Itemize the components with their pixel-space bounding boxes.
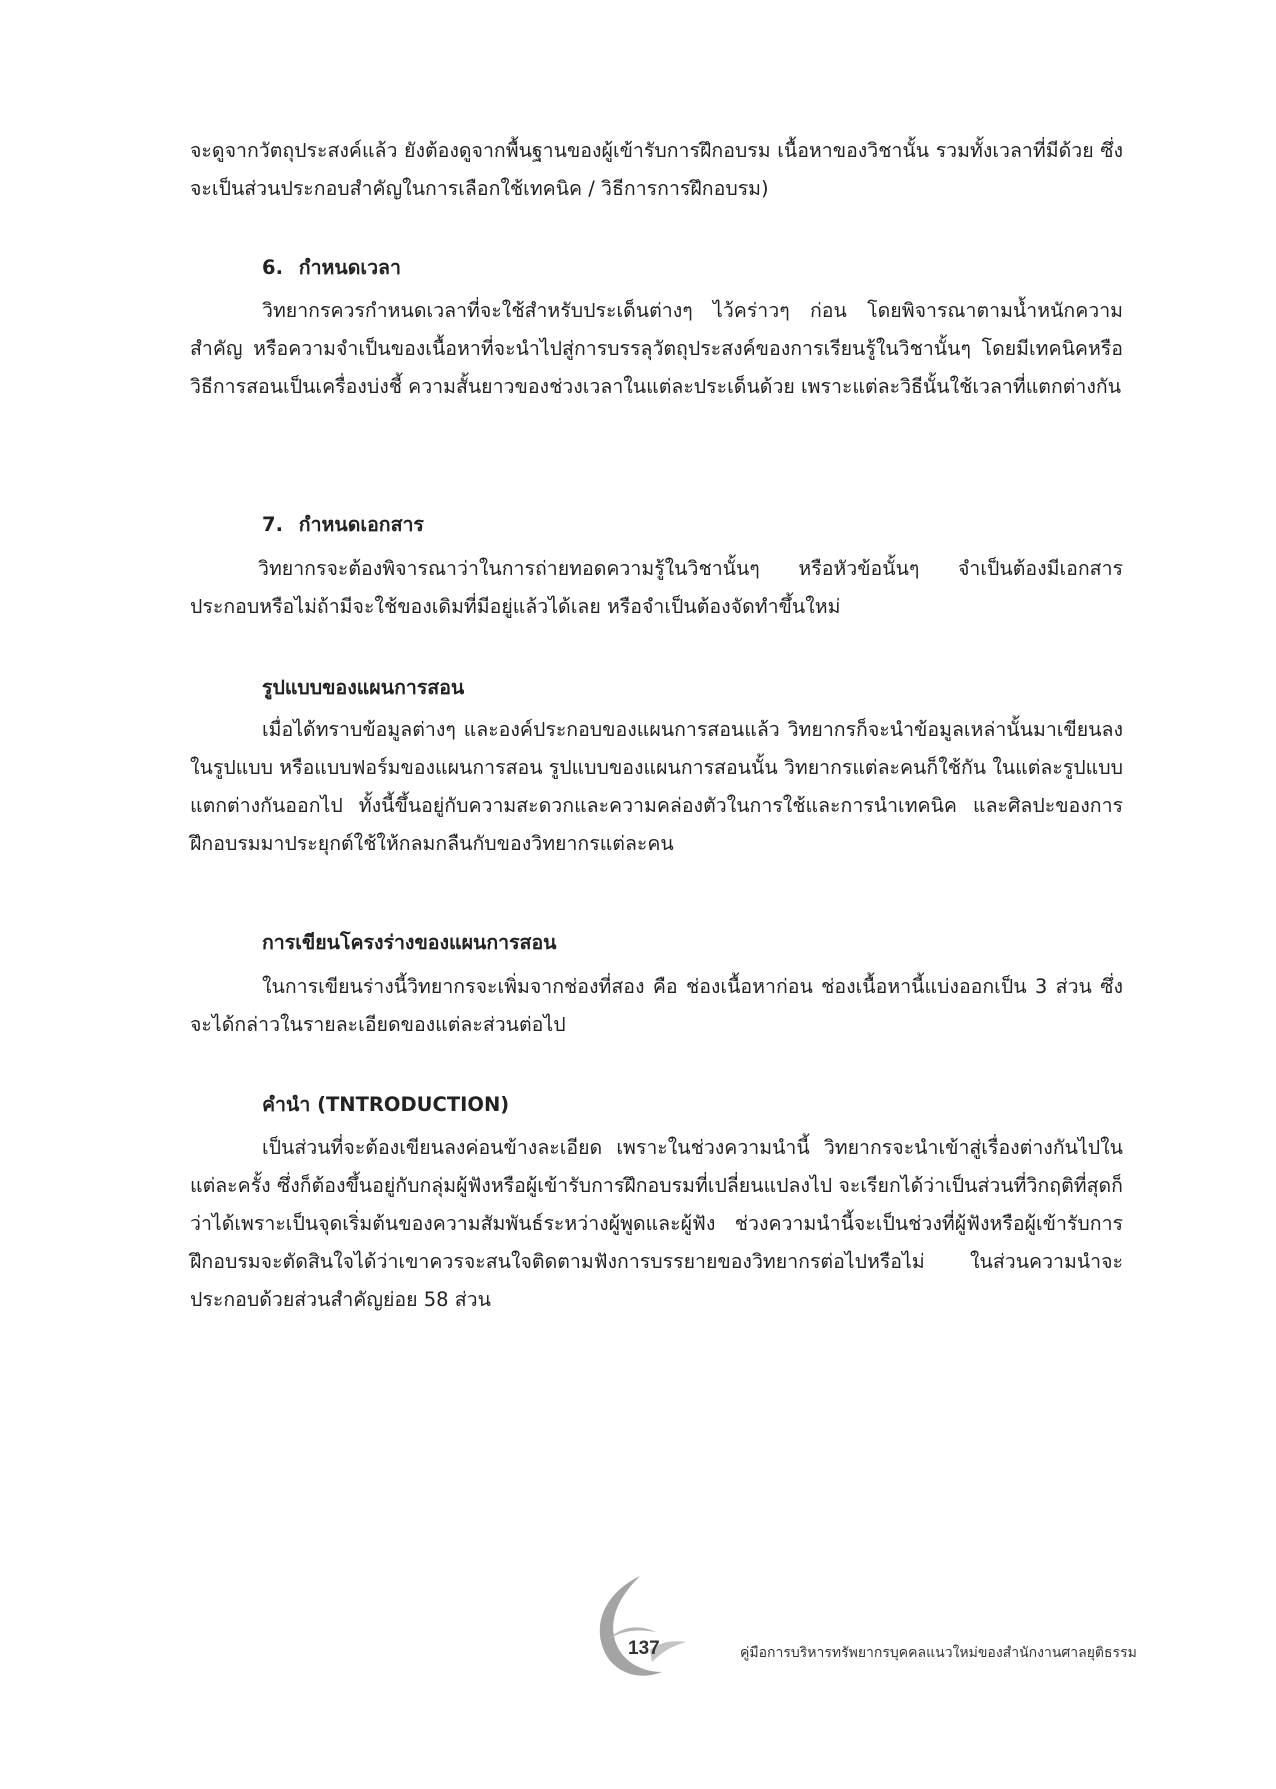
outline-section-heading [262,928,557,958]
intro-section-heading [262,1090,509,1120]
format-section-heading [262,673,464,703]
section-6-number: 6. [262,256,283,279]
format-section-title: รูปแบบของแผนการสอน [262,676,465,699]
format-section-body-block [190,711,1123,863]
outline-section-body-block [190,968,1123,1044]
section-7-heading [262,510,424,540]
page-number: 137 [628,1638,660,1659]
section-6-heading [262,253,401,283]
outline-section-title: การเขียนโครงร่างของแผนการสอน [262,931,557,954]
format-section-body: เมื่อได้ทราบข้อมูลต่างๆ และองค์ประกอบของแผนการสอนแล้ว วิทยากรก็จะนำข้อมูลเหล่านั้นมาเขียนลงในรูปแบบ หรือแบบฟอร์มของแผนการสอน รูปแบบของแผนการสอนนั้น วิทยากรแต่ละคนก็ใช้กัน ในแต่ละรูปแบบแตกต่างกันออกไป ทั้งนี้ขึ้นอยู่กับความสะดวกและความคล่องตัวในการใช้และการนำเทคนิค และศิลปะของการฝึกอบรมมาประยุกต์ใช้ให้กลมกลืนกับของวิทยากรแต่ละคน [190,718,1123,855]
intro-paragraph-block [190,132,1123,208]
section-6-title: กำหนดเวลา [298,256,401,279]
section-6-body-block [190,292,1123,406]
intro-section-body: เป็นส่วนที่จะต้องเขียนลงค่อนข้างละเอียด เพราะในช่วงความนำนี้ วิทยากรจะนำเข้าสู่เรื่องต่างกันไปในแต่ละครั้ง ซึ่งก็ต้องขึ้นอยู่กับกลุ่มผู้ฟังหรือผู้เข้ารับการฝึกอบรมที่เปลี่ยนแปลงไป จะเรียกได้ว่าเป็นส่วนที่วิกฤติที่สุดก็ว่าได้เพราะเป็นจุดเริ่มต้นของความสัมพันธ์ระหว่างผู้พูดและผู้ฟัง ช่วงความนำนี้จะเป็นช่วงที่ผู้ฟังหรือผู้เข้ารับการฝึกอบรมจะตัดสินใจได้ว่าเขาควรจะสนใจติดตามฟังการบรรยายของวิทยากรต่อไปหรือไม่ ในส่วนความนำจะประกอบด้วยส่วนสำคัญย่อย 58 ส่วน [190,1136,1123,1311]
section-7-body-block [190,550,1123,626]
intro-section-body-block [190,1129,1123,1319]
outline-section-body: ในการเขียนร่างนี้วิทยากรจะเพิ่มจากช่องที่สอง คือ ช่องเนื้อหาก่อน ช่องเนื้อหานี้แบ่งออกเป็น 3 ส่วน ซึ่งจะได้กล่าวในรายละเอียดของแต่ละส่วนต่อไป [190,975,1123,1036]
footer-title: คู่มือการบริหารทรัพยากรบุคคลแนวใหม่ของสำนักงานศาลยุติธรรม [740,1645,1137,1661]
section-6-body: วิทยากรควรกำหนดเวลาที่จะใช้สำหรับประเด็นต่างๆ ไว้คร่าวๆ ก่อน โดยพิจารณาตามน้ำหนักความสำคัญ หรือความจำเป็นของเนื้อหาที่จะนำไปสู่การบรรลุวัตถุประสงค์ของการเรียนรู้ในวิชานั้นๆ โดยมีเทคนิคหรือวิธีการสอนเป็นเครื่องบ่งชี้ ความสั้นยาวของช่วงเวลาในแต่ละประเด็นด้วย เพราะแต่ละวิธีนั้นใช้เวลาที่แตกต่างกัน [190,299,1123,398]
section-7-number: 7. [262,513,283,536]
section-7-title: กำหนดเอกสาร [298,513,424,536]
intro-paragraph: จะดูจากวัตถุประสงค์แล้ว ยังต้องดูจากพื้นฐานของผู้เข้ารับการฝึกอบรม เนื้อหาของวิชานั้น รวมทั้งเวลาที่มีด้วย ซึ่งจะเป็นส่วนประกอบสำคัญในการเลือกใช้เทคนิค / วิธีการการฝึกอบรม) [190,139,1123,200]
intro-section-title: คำนำ (TNTRODUCTION) [262,1093,510,1116]
section-7-body: วิทยากรจะต้องพิจารณาว่าในการถ่ายทอดความรู้ในวิชานั้นๆ หรือหัวข้อนั้นๆ จำเป็นต้องมีเอกสารประกอบหรือไม่ถ้ามีจะใช้ของเดิมที่มีอยู่แล้วได้เลย หรือจำเป็นต้องจัดทำขึ้นใหม่ [190,557,1123,618]
footer-swoosh-logo-icon [580,1572,690,1682]
